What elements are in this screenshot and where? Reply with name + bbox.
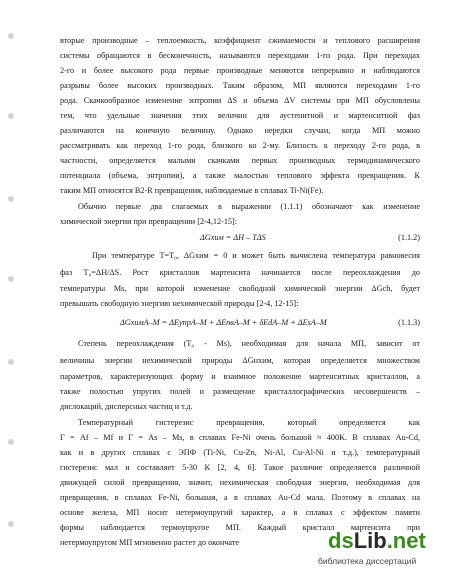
text-line: системы обращаются в бесконечность, называются переходами 1-го рода. При переходах [60, 51, 420, 60]
text-line: величины энергии нехимической природы ΔGнхим, которая определяется множеством [60, 356, 420, 365]
text-line: Температурный гистерезис превращения, который определяется как [78, 418, 420, 427]
margin-mark [8, 196, 14, 202]
margin-mark [8, 439, 14, 445]
text-line: тем, что удельные значения этих величин для аустенитной и мартенситной фаз [60, 111, 420, 120]
text-line: превышать свободную энергию нехимической природы [2-4, 12-15]: [60, 299, 299, 308]
text-line: частности, определяется малыми скачками первых производных термодинамического [60, 156, 420, 165]
text-line: параметров, характеризующих форму и взаимное положение мартенситных кристаллов, а [60, 372, 420, 381]
watermark-logo [318, 528, 444, 574]
text-line: Γ = Af – Mf и Γ = As – Ms, в сплавах Fe-Ni очень большой ≈ 400K. В сплавах Au-Cd, [60, 433, 420, 442]
text-line: Обычно первые два слагаемых в выражении (1.1.1) обозначают как изменение [78, 202, 420, 211]
text-line: как и в других сплавах с ЭПФ (Ti-Ni, Cu-Zn, Ni-Al, Cu-Al-Ni и т.д.), температурный [60, 448, 420, 457]
margin-mark [8, 113, 14, 119]
text-line: также полостью упругих полей и размещение кристаллографических несовершенств – [60, 387, 420, 396]
watermark-wordmark: dsLib.net [328, 528, 426, 553]
text-line: При температуре T=T₀, ΔGхим = 0 и может быть вычислена температура равновесия [92, 251, 420, 260]
equation-number: (1.1.2) [398, 233, 420, 242]
text-line: рода. Скачкообразное изменение энтропии ΔS и объема ΔV системы при МП обусловлены [60, 96, 420, 105]
margin-mark [8, 521, 14, 527]
equation-number: (1.1.3) [398, 318, 420, 327]
text-line: нетермоупругом МП мгновенно растет до окончате [60, 538, 240, 547]
text-line: потенциала (объема, энтропии), а также малостью теплового эффекта превращения. К [60, 171, 420, 180]
text-line: 2-го и более высокого рода первые производные меняются непрерывно и наблюдаются [60, 66, 420, 75]
equation: ΔGхимA–M = ΔEупрA–M + ΔEпвA–M + δEdA–M + ΔEsA–M [120, 318, 327, 327]
text-line: различаются на конечную величину. Однако нередки случаи, когда МП можно [60, 126, 420, 135]
text-line: температуры Ms, при которой изменение свободной химической энергии ΔGch, будет [60, 284, 420, 293]
text-line: фаз T₀=ΔH/ΔS. Рост кристаллов мартенсита начинается после переохлаждения до [60, 268, 420, 277]
text-line: таким МП относятся B2-R превращения, наблюдаемые в сплавах Ti-Ni(Fe). [60, 186, 324, 195]
text-line: Степень переохлаждения (T₀ - Ms), необходимая для начала МП, зависит от [78, 339, 420, 348]
text-line: движущей силой превращения, значит, нехимическая свободная энергия, необходимая для [60, 478, 420, 487]
text-line: формы наблюдается термоупругое МП. Каждый кристалл мартенсита при [60, 523, 420, 532]
margin-mark [8, 276, 14, 282]
text-line: рассматривать как переход 1-го рода, близкого ко 2-му. Близость к переходу 2-го рода, в [60, 141, 420, 150]
text-line: гистерезис мал и составляет 5-30 K [2, 4, 6]. Такое различие определяется различной [60, 463, 420, 472]
text-line: основе железа, МП носит нетермоупругий характер, а в сплавах с эффектом памяти [60, 508, 420, 517]
text-line: вторые производные – теплоемкость, коэффициент сжимаемости и теплового расширения [60, 36, 420, 45]
margin-mark [8, 33, 14, 39]
margin-mark [8, 359, 14, 365]
text-line: превращения, в сплавах Fe-Ni, большая, а в сплавах Au-Cd мала. Поэтому в сплавах на [60, 493, 420, 502]
text-line: дислокаций, дисперсных частиц и т.д. [60, 402, 193, 411]
equation: ΔGхим = ΔH – TΔS [200, 233, 266, 242]
text-line: химической энергии при превращении [2-4,12-15]: [60, 217, 238, 226]
watermark-subtitle: библиотека диссертаций [318, 556, 417, 566]
text-line: разрывы более высоких производных. Таким образом, МП являются переходами 1-го [60, 81, 420, 90]
